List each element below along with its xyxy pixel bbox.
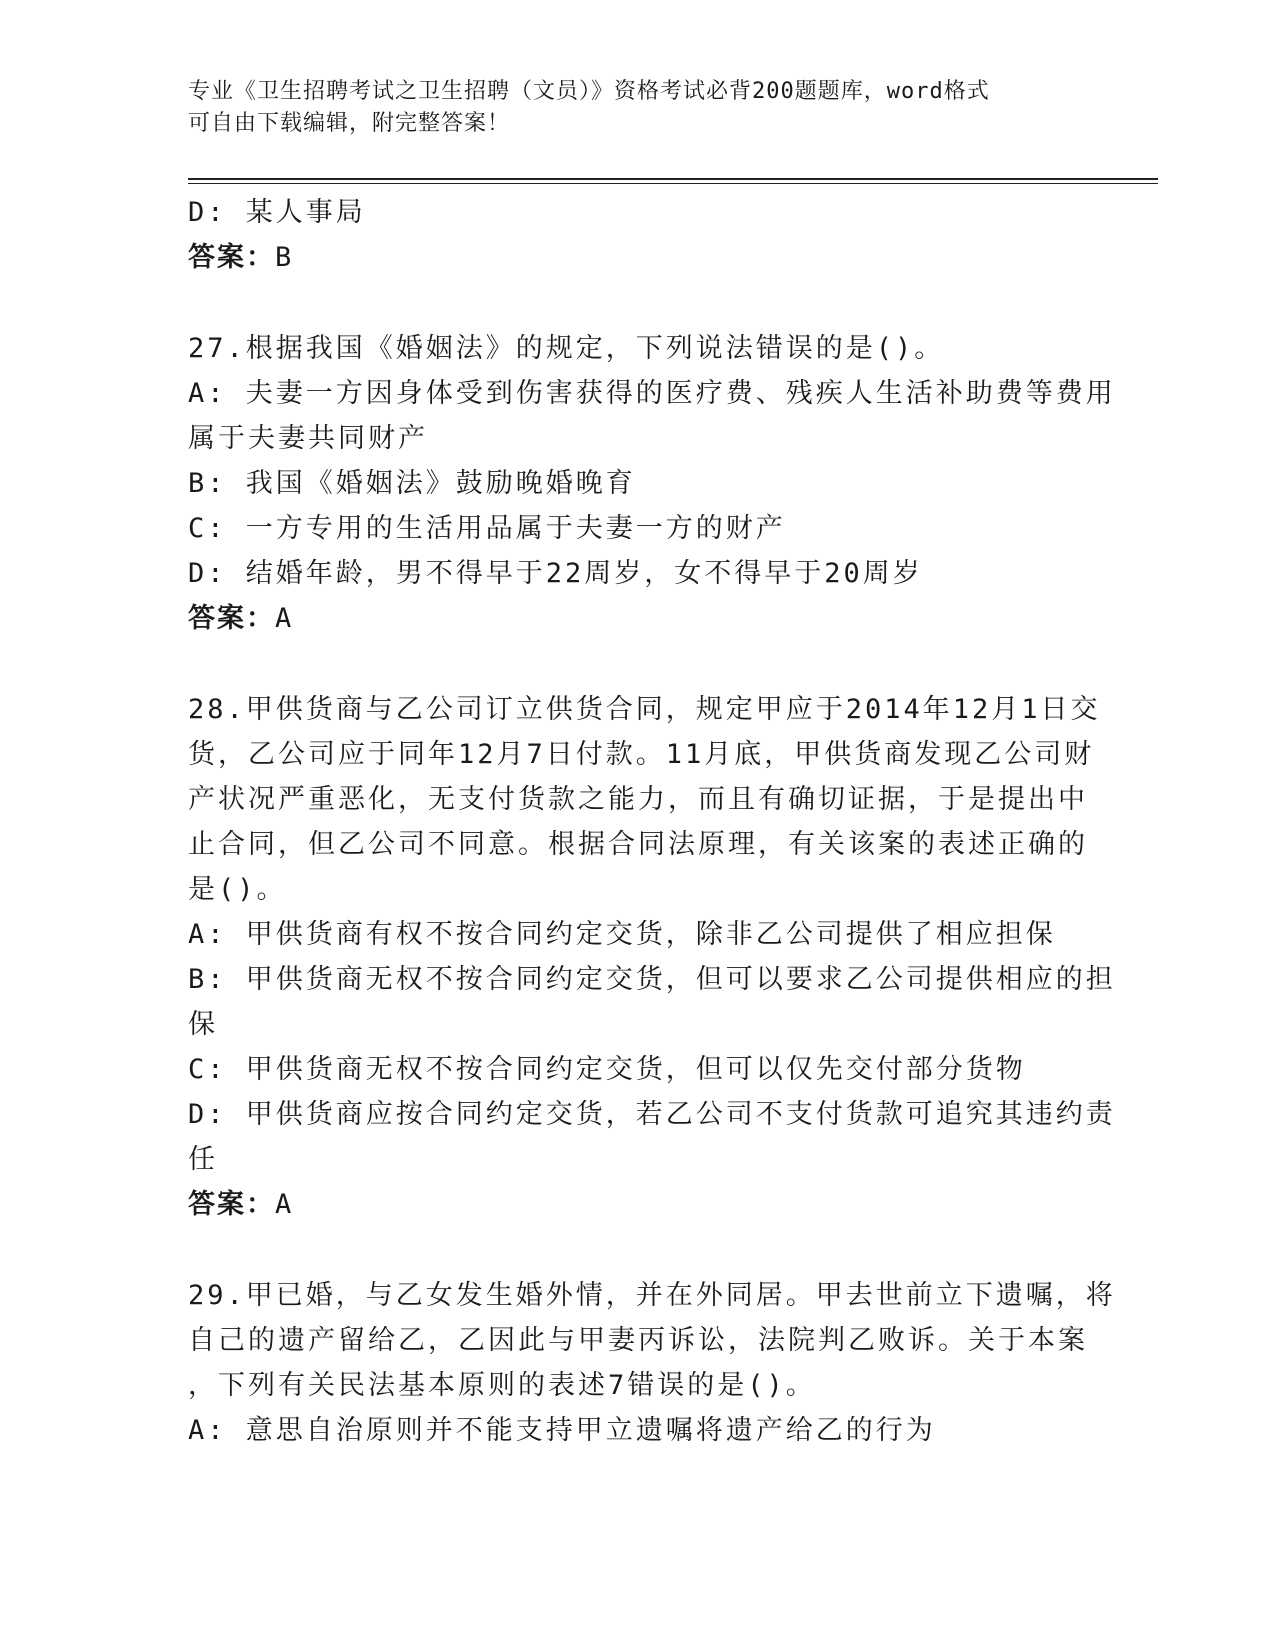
header-line-2: 可自由下载编辑，附完整答案！ xyxy=(188,111,511,136)
option-d: D: 某人事局 xyxy=(188,197,366,228)
answer-line xyxy=(188,235,1088,280)
question-stem-line: 货，乙公司应于同年12月7日付款。11月底，甲供货商发现乙公司财 xyxy=(188,739,1095,770)
option-b-line-1: B: 甲供货商无权不按合同约定交货，但可以要求乙公司提供相应的担 xyxy=(188,964,1116,995)
question-29 xyxy=(188,1273,1116,1453)
spacer xyxy=(188,641,1088,687)
option-d-line-2: 任 xyxy=(188,1144,218,1175)
option-d: D: 结婚年龄，男不得早于22周岁，女不得早于20周岁 xyxy=(188,558,923,589)
option-b: B: 我国《婚姻法》鼓励晚婚晚育 xyxy=(188,468,636,499)
option-c: C: 一方专用的生活用品属于夫妻一方的财产 xyxy=(188,513,786,544)
question-stem-line: 27.根据我国《婚姻法》的规定，下列说法错误的是()。 xyxy=(188,333,945,364)
question-stem-line: 是()。 xyxy=(188,874,287,905)
option-d-line-1: D: 甲供货商应按合同约定交货，若乙公司不支付货款可追究其违约责 xyxy=(188,1099,1116,1130)
header-line-1: 专业《卫生招聘考试之卫生招聘（文员）》资格考试必背200题题库，word格式 xyxy=(188,79,990,104)
question-stem-line: 产状况严重恶化，无支付货款之能力，而且有确切证据，于是提出中 xyxy=(188,784,1088,815)
answer-label: 答案： xyxy=(188,1189,275,1220)
question-stem-line: ，下列有关民法基本原则的表述7错误的是()。 xyxy=(188,1370,816,1401)
option-a-line-2: 属于夫妻共同财产 xyxy=(188,423,428,454)
answer-label: 答案： xyxy=(188,242,275,273)
answer-line xyxy=(188,1182,1088,1227)
spacer xyxy=(188,1227,1088,1273)
answer-label: 答案： xyxy=(188,603,275,634)
option-a: A: 甲供货商有权不按合同约定交货，除非乙公司提供了相应担保 xyxy=(188,919,1056,950)
option-c: C: 甲供货商无权不按合同约定交货，但可以仅先交付部分货物 xyxy=(188,1054,1026,1085)
question-stem-line: 29.甲已婚，与乙女发生婚外情，并在外同居。甲去世前立下遗嘱，将 xyxy=(188,1280,1116,1311)
spacer xyxy=(188,280,1088,326)
option-a: A: 意思自治原则并不能支持甲立遗嘱将遗产给乙的行为 xyxy=(188,1415,936,1446)
answer-value: A xyxy=(275,603,294,634)
answer-line xyxy=(188,596,1088,641)
header-rule-thin xyxy=(188,183,1158,184)
header-rule-thick xyxy=(188,178,1158,180)
answer-value: B xyxy=(275,242,294,273)
question-content xyxy=(188,190,1116,1453)
question-stem-line: 28.甲供货商与乙公司订立供货合同，规定甲应于2014年12月1日交 xyxy=(188,694,1101,725)
page-header xyxy=(188,76,1068,140)
question-27 xyxy=(188,326,1116,641)
option-b-line-2: 保 xyxy=(188,1009,218,1040)
question-stem-line: 止合同，但乙公司不同意。根据合同法原理，有关该案的表述正确的 xyxy=(188,829,1088,860)
question-stem-line: 自己的遗产留给乙，乙因此与甲妻丙诉讼，法院判乙败诉。关于本案 xyxy=(188,1325,1088,1356)
question-28 xyxy=(188,687,1116,1227)
answer-value: A xyxy=(275,1189,294,1220)
option-a-line-1: A: 夫妻一方因身体受到伤害获得的医疗费、残疾人生活补助费等费用 xyxy=(188,378,1116,409)
